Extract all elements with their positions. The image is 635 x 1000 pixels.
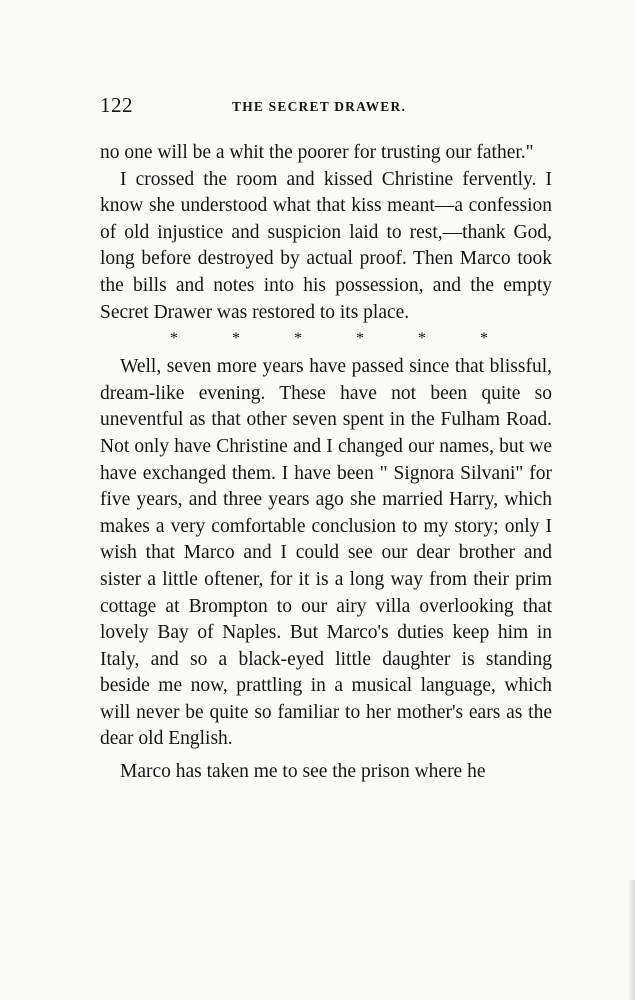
asterisk: * [418,330,426,348]
body-text [100,140,552,786]
asterisk: * [356,330,364,348]
paragraph: Well, seven more years have passed since that blissful, dream-like evening. These have not been quite so uneventful as that other seven spent in the Fulham Road. Not only have Christine and I changed our names, but we have exchanged them. I have been " Signora Silvani" for five years, and three years ago she married Harry, which makes a very comfortable conclusion to my story; only I wish that Marco and I could see our dear brother and sister a little oftener, for it is a long way from their prim cottage at Brompton to our airy villa overlooking that lovely Bay of Naples. But Marco's duties keep him in Italy, and so a black-eyed little daughter is standing beside me now, prattling in a musical language, which will never be quite so familiar to her mother's ears as the dear old English. [100,356,552,750]
paragraph: I crossed the room and kissed Christine fervently. I know she understood what that kiss meant—a confession of old injustice and suspicion laid to rest,—thank God, long before destroyed by actual proof. Then Marco took the bills and notes into his possession, and the empty Secret Drawer was restored to its place. [100,168,552,323]
page-header [100,93,552,123]
asterisk: * [294,330,302,348]
paragraph: Marco has taken me to see the prison where he [120,761,486,783]
running-head: THE SECRET DRAWER. [232,99,407,114]
paragraph-continuation: no one will be a whit the poorer for trusting our father." [100,142,534,163]
page-edge-shadow [629,880,635,1000]
asterisk: * [170,330,178,348]
asterisk: * [232,330,240,348]
page-number: 122 [100,93,133,117]
asterisk: * [480,330,488,348]
